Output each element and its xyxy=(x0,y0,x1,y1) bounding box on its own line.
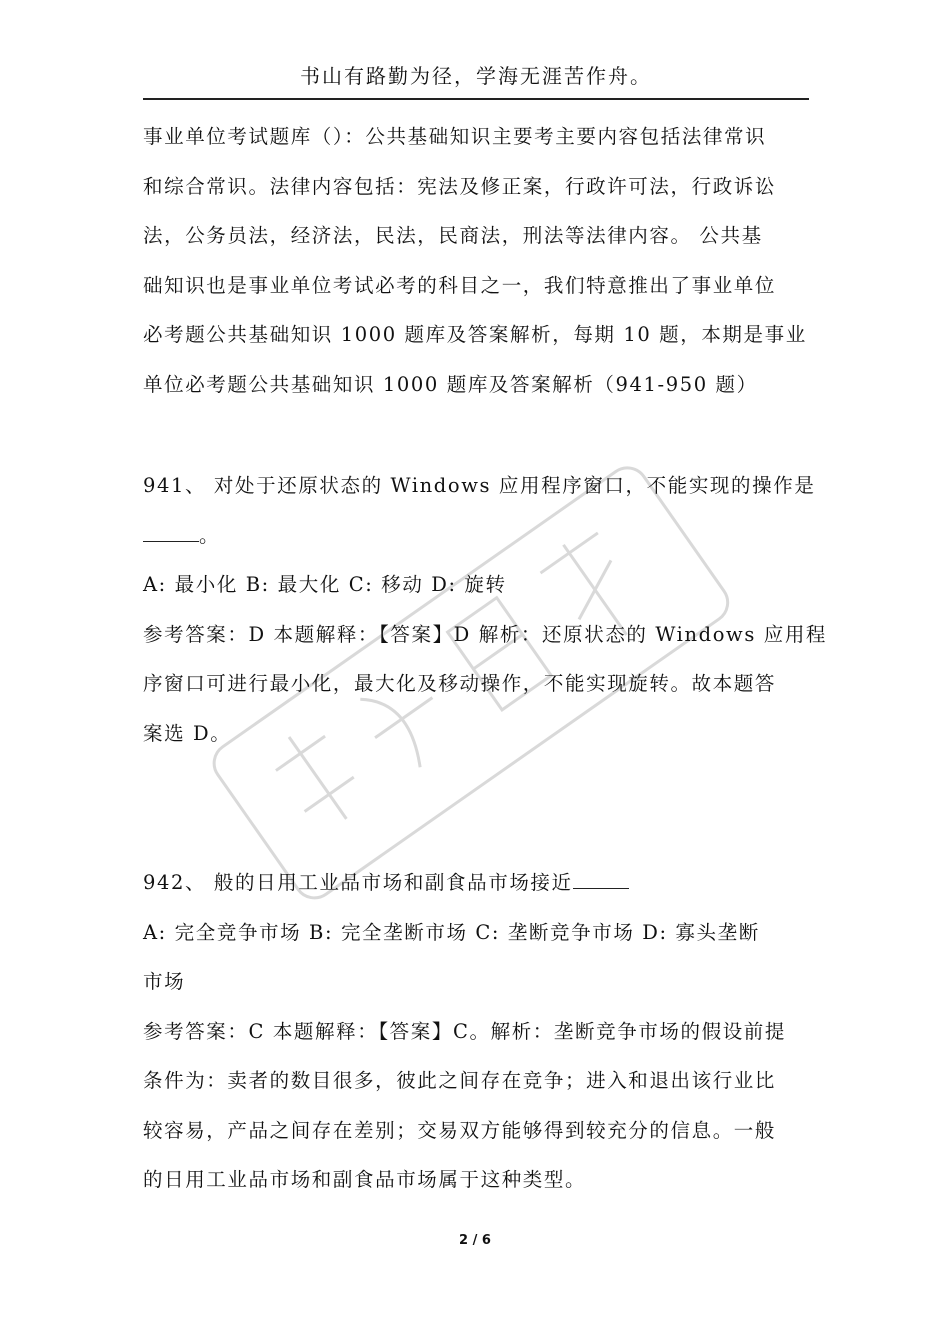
answer-blank xyxy=(573,870,629,889)
page-number: 2 / 6 xyxy=(459,1233,491,1248)
question-stem xyxy=(143,858,809,908)
answer-line: 参考答案：C 本题解释：【答案】C。解析：垄断竞争市场的假设前提 xyxy=(143,1019,786,1043)
answer-blank xyxy=(143,523,199,542)
intro-line: 必考题公共基础知识 1000 题库及答案解析，每期 10 题，本期是事业 xyxy=(143,323,807,346)
intro-line: 事业单位考试题库（）：公共基础知识主要考主要内容包括法律常识 xyxy=(143,125,767,148)
question-942 xyxy=(143,858,809,1205)
intro-line: 法，公务员法，经济法，民法，民商法，刑法等法律内容。 公共基 xyxy=(143,224,763,247)
question-options: A: 最小化 B: 最大化 C: 移动 D: 旋转 xyxy=(143,573,507,596)
stem-suffix: 。 xyxy=(199,523,221,547)
header-motto: 书山有路勤为径，学海无涯苦作舟。 xyxy=(300,64,652,88)
answer-line: 参考答案：D 本题解释：【答案】D 解析：还原状态的 Windows 应用程 xyxy=(143,622,828,646)
question-stem-cont xyxy=(143,511,809,561)
intro-paragraph xyxy=(143,112,809,409)
intro-line: 单位必考题公共基础知识 1000 题库及答案解析（941-950 题） xyxy=(143,372,758,396)
intro-line: 础知识也是事业单位考试必考的科目之一，我们特意推出了事业单位 xyxy=(143,273,777,297)
intro-line: 和综合常识。法律内容包括：宪法及修正案，行政许可法，行政诉讼 xyxy=(143,174,777,198)
answer-line: 序窗口可进行最小化，最大化及移动操作，不能实现旋转。故本题答 xyxy=(143,672,777,695)
header-divider xyxy=(143,98,809,100)
question-stem: 941、 对处于还原状态的 Windows 应用程序窗口，不能实现的操作是 xyxy=(143,474,816,497)
question-941 xyxy=(143,461,828,758)
answer-line: 较容易，产品之间存在差别；交易双方能够得到较充分的信息。一般 xyxy=(143,1118,777,1142)
answer-line: 案选 D。 xyxy=(143,721,232,745)
stem-text: 942、 般的日用工业品市场和副食品市场接近 xyxy=(143,871,573,894)
answer-line: 的日用工业品市场和副食品市场属于这种类型。 xyxy=(143,1168,587,1191)
question-options: 市场 xyxy=(143,970,186,993)
answer-line: 条件为：卖者的数目很多，彼此之间存在竞争；进入和退出该行业比 xyxy=(143,1069,777,1092)
question-options: A: 完全竞争市场 B: 完全垄断市场 C: 垄断竞争市场 D: 寡头垄断 xyxy=(143,920,760,944)
